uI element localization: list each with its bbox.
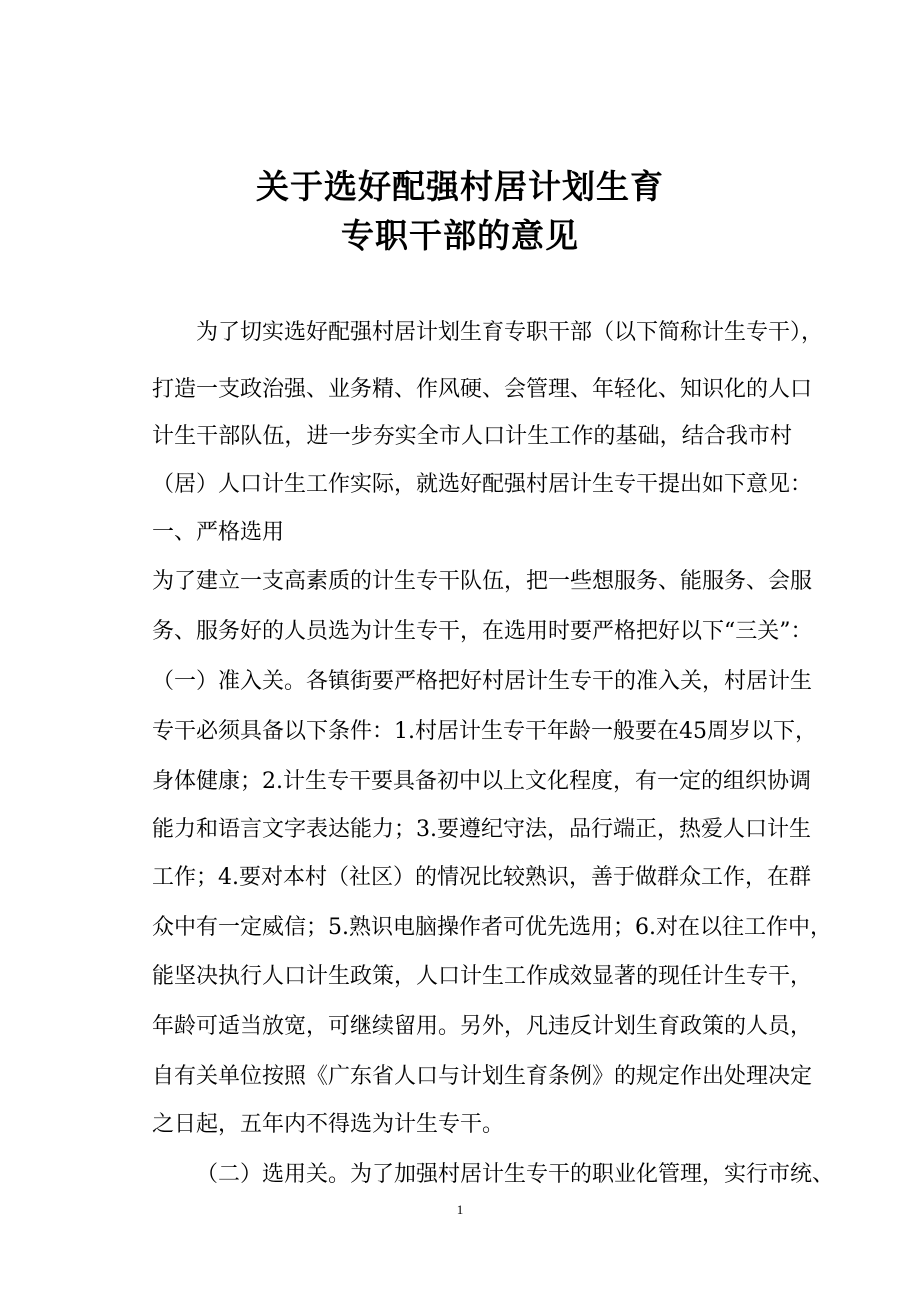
- entry-criteria-line: 年龄可适当放宽，可继续留用。另外，凡违反计划生育政策的人员，: [152, 1014, 813, 1039]
- entry-criteria-line: 能坚决执行人口计生政策，人口计生工作成效显著的现任计生专干，: [152, 964, 813, 989]
- section-heading-strict-selection: 一、严格选用: [152, 520, 285, 545]
- entry-criteria-line: 身体健康；2.计生专干要具备初中以上文化程度，有一定的组织协调: [152, 769, 811, 794]
- intro-paragraph-line: 为了切实选好配强村居计划生育专职干部（以下简称计生专干），: [196, 320, 824, 345]
- body-paragraph-line: 务、服务好的人员选为计生专干，在选用时要严格把好以下“三关”：: [152, 619, 813, 644]
- intro-paragraph-line: 打造一支政治强、业务精、作风硬、会管理、年轻化、知识化的人口: [152, 377, 813, 402]
- entry-criteria-line: 工作；4.要对本村（社区）的情况比较熟识，善于做群众工作，在群: [152, 865, 811, 890]
- document-title-line-1: 关于选好配强村居计划生育: [256, 167, 664, 206]
- intro-paragraph-line: 计生干部队伍，进一步夯实全市人口计生工作的基础，结合我市村: [152, 424, 792, 449]
- page-number: 1: [456, 1202, 464, 1217]
- entry-criteria-line: （一）准入关。各镇街要严格把好村居计生专干的准入关，村居计生: [152, 669, 813, 694]
- intro-paragraph-line: （居）人口计生工作实际，就选好配强村居计生专干提出如下意见：: [152, 472, 813, 497]
- entry-criteria-line: 专干必须具备以下条件：1.村居计生专干年龄一般要在45周岁以下，: [152, 719, 817, 744]
- entry-criteria-line: 众中有一定威信；5.熟识电脑操作者可优先选用；6.对在以往工作中，: [152, 915, 832, 940]
- entry-criteria-line: 自有关单位按照《广东省人口与计划生育条例》的规定作出处理决定: [152, 1064, 813, 1089]
- document-title-line-2: 专职干部的意见: [341, 216, 579, 255]
- entry-criteria-line: 之日起，五年内不得选为计生专干。: [152, 1112, 505, 1137]
- body-paragraph-line: 为了建立一支高素质的计生专干队伍，把一些想服务、能服务、会服: [152, 569, 813, 594]
- entry-criteria-line: 能力和语言文字表达能力；3.要遵纪守法，品行端正，热爱人口计生: [152, 817, 811, 842]
- selection-criteria-line: （二）选用关。为了加强村居计生专干的职业化管理，实行市统、: [196, 1162, 835, 1187]
